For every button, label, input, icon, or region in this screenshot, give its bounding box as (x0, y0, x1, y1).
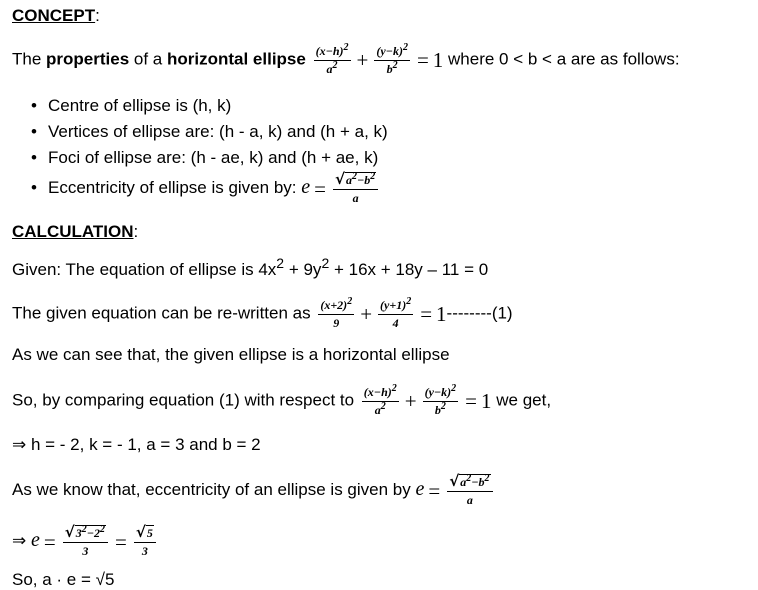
value-a: 3 (75, 526, 82, 540)
given-text-1: Given: The equation of ellipse is 4x (12, 260, 277, 279)
intro-text-1: The (12, 49, 47, 69)
eccentricity-formula: $\frac{√a^2-b^2}{a}$ (447, 474, 492, 507)
given-text-2: + 9y (284, 260, 322, 279)
intro-tail: where 0 < b < a are as follows: (443, 49, 680, 69)
denominator-value: 3 (141, 544, 148, 558)
fraction-denominator: 9 (333, 316, 340, 330)
rewritten-equation: The given equation can be re-written as $\frac{(x+2)^2}{9}$ + $\frac{(y+1)^2}{4}$ = 1--------(1) (12, 296, 513, 330)
calculation-colon: : (133, 222, 139, 241)
calculation-heading-row (12, 222, 138, 242)
values-line: ⇒ h = - 2, k = - 1, a = 3 and b = 2 (12, 435, 261, 454)
denominator-value: 3 (82, 544, 89, 558)
fraction-y-denominator: b (386, 62, 393, 76)
concept-heading: CONCEPT (12, 6, 96, 25)
fraction-y: $\frac{(y-k)^2}{b^2}$ (424, 383, 457, 417)
horizontal-statement: As we can see that, the given ellipse is a horizontal ellipse (12, 345, 450, 364)
given-equation: Given: The equation of ellipse is $4x^2 + 9y^2 + 16x + 18y - 11 = 0$ (12, 255, 489, 279)
bullet-text: Foci of ellipse are: (h - ae, k) and (h + ae, k) (48, 148, 379, 167)
fraction-y-numerator: (y−k) (376, 44, 403, 58)
fraction-y: $\frac{(y-k)^2}{b^2}$ (376, 42, 408, 76)
intro-bold-horizontal-ellipse: horizontal ellipse (166, 49, 306, 69)
fraction-x: $\frac{(x-h)^2}{a^2}$ (363, 383, 397, 417)
bullet-text: Vertices of ellipse are: (h - a, k) and (h + a, k) (48, 122, 388, 141)
eccentricity-formula: $\frac{√a^2-b^2}{a}$ (333, 172, 378, 205)
bullet-item: • Centre of ellipse is (h, k) (31, 96, 232, 115)
bullet-text: Eccentricity of ellipse is given by: (48, 177, 302, 197)
bullet-text: Centre of ellipse is (h, k) (48, 96, 232, 115)
eccentricity-simplified: $\frac{√5}{3}$ (134, 525, 156, 558)
comparing-tail: we get, (491, 390, 552, 410)
fraction-denominator: 4 (392, 316, 399, 330)
bullet-item: • Eccentricity of ellipse is given by: e = $\frac{√a^2-b^2}{a}$ (0, 172, 381, 205)
know-text: As we know that, eccentricity of an ellipse is given by (12, 479, 416, 499)
implies-arrow: ⇒ (12, 530, 31, 550)
fraction-x-numerator: (x−h) (315, 44, 344, 58)
intro-line: The properties of a horizontal ellipse $\frac{(x-h)^2}{a^2}$ + $\frac{(y-k)^2}{b^2}$ = 1 where 0 < b < a are as follows: (12, 42, 680, 76)
equation-label: --------(1) (446, 303, 513, 323)
fraction-numerator: (x+2) (320, 298, 348, 312)
value-b: 2 (94, 526, 100, 540)
rewritten-text: The given equation can be re-written as (12, 303, 316, 323)
fraction-numerator: (y+1) (380, 298, 407, 312)
calculation-heading: CALCULATION (12, 222, 134, 241)
bullet-item: • Vertices of ellipse are: (h - a, k) and (h + a, k) (31, 122, 388, 141)
eccentricity-known: As we know that, eccentricity of an ellipse is given by e = $\frac{√a^2-b^2}{a}$ (12, 474, 496, 507)
fraction-y-plus: $\frac{(y+1)^2}{4}$ (380, 296, 412, 330)
intro-text-2: of a (129, 49, 167, 69)
sqrt-value: 5 (146, 526, 153, 540)
fraction-x-plus: $\frac{(x+2)^2}{9}$ (320, 296, 353, 330)
eccentricity-substitution: $\frac{√3^2-2^2}{3}$ (63, 525, 108, 558)
concept-heading-row (12, 6, 100, 26)
bullet-item: • Foci of ellipse are: (h - ae, k) and (h + ae, k) (31, 148, 379, 167)
comparing-line: So, by comparing equation (1) with respect to $\frac{(x-h)^2}{a^2}$ + $\frac{(y-k)^2}{b^2}$ = 1 we get, (12, 383, 552, 417)
intro-bold-properties: properties (46, 49, 130, 69)
final-answer: So, a · e = √5 (12, 570, 115, 589)
fraction-x-denominator: a (326, 62, 333, 76)
comparing-text: So, by comparing equation (1) with respect to (12, 390, 359, 410)
eccentricity-result: ⇒ e = $\frac{√3^2-2^2}{3}$ = $\frac{√5}{3}$ (12, 525, 159, 558)
fraction-x: $\frac{(x-h)^2}{a^2}$ (315, 42, 349, 76)
given-text-3: + 16x + 18y – 11 = 0 (329, 260, 489, 279)
concept-colon: : (95, 6, 100, 25)
